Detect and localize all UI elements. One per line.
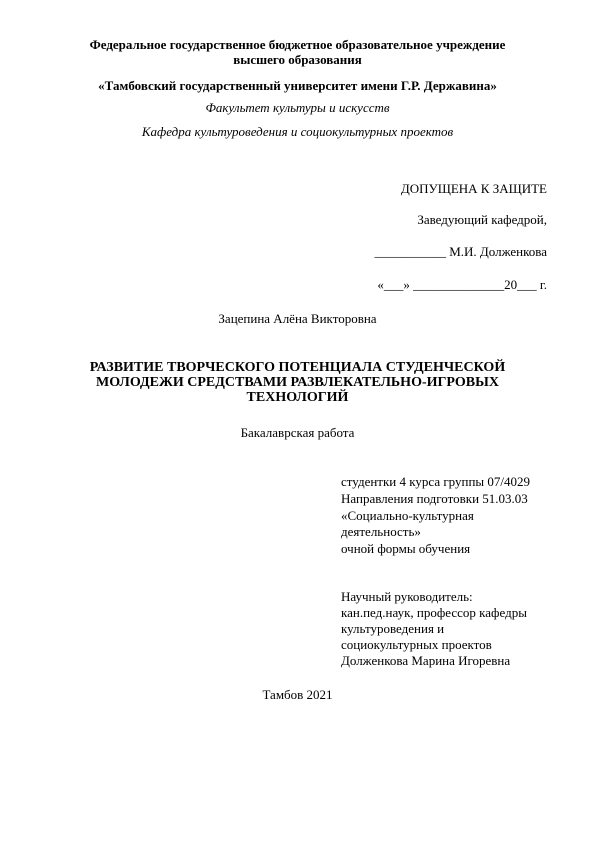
faculty-name: Факультет культуры и искусств <box>205 100 390 115</box>
work-title-line-3: ТЕХНОЛОГИЙ <box>246 390 349 405</box>
approval-title: ДОПУЩЕНА К ЗАЩИТЕ <box>400 181 547 196</box>
supervisor-info-line-3: культуроведения и <box>341 621 445 636</box>
supervisor-info-line-1: Научный руководитель: <box>341 589 473 604</box>
approval-date-line: «___» ______________20___ г. <box>377 277 547 292</box>
department-name: Кафедра культуроведения и социокультурных проектов <box>141 124 454 139</box>
supervisor-info-line-4: социокультурных проектов <box>341 637 492 652</box>
institution-line-2: высшего образования <box>233 52 362 67</box>
work-title-line-1: РАЗВИТИЕ ТВОРЧЕСКОГО ПОТЕНЦИАЛА СТУДЕНЧЕСКОЙ <box>89 360 506 375</box>
supervisor-info-line-2: кан.пед.наук, профессор кафедры <box>341 605 527 620</box>
student-info-line-2: Направления подготовки 51.03.03 <box>341 491 528 506</box>
supervisor-info-line-5: Долженкова Марина Игоревна <box>341 653 511 668</box>
approval-role: Заведующий кафедрой, <box>417 212 547 227</box>
work-type: Бакалаврская работа <box>240 425 355 440</box>
student-info-line-1: студентки 4 курса группы 07/4029 <box>341 474 531 489</box>
student-info-line-3: «Социально-культурная <box>341 508 474 523</box>
university-name: «Тамбовский государственный университет имени Г.Р. Державина» <box>98 78 497 93</box>
city-year: Тамбов 2021 <box>262 687 333 702</box>
student-info-line-5: очной формы обучения <box>341 541 471 556</box>
author-name: Зацепина Алёна Викторовна <box>218 311 377 326</box>
work-title-line-2: МОЛОДЕЖИ СРЕДСТВАМИ РАЗВЛЕКАТЕЛЬНО-ИГРОВЫХ <box>96 375 499 390</box>
student-info-line-4: деятельность» <box>341 524 421 539</box>
institution-line-1: Федеральное государственное бюджетное образовательное учреждение <box>89 37 506 52</box>
approval-signature-line: ___________ М.И. Долженкова <box>374 244 547 259</box>
